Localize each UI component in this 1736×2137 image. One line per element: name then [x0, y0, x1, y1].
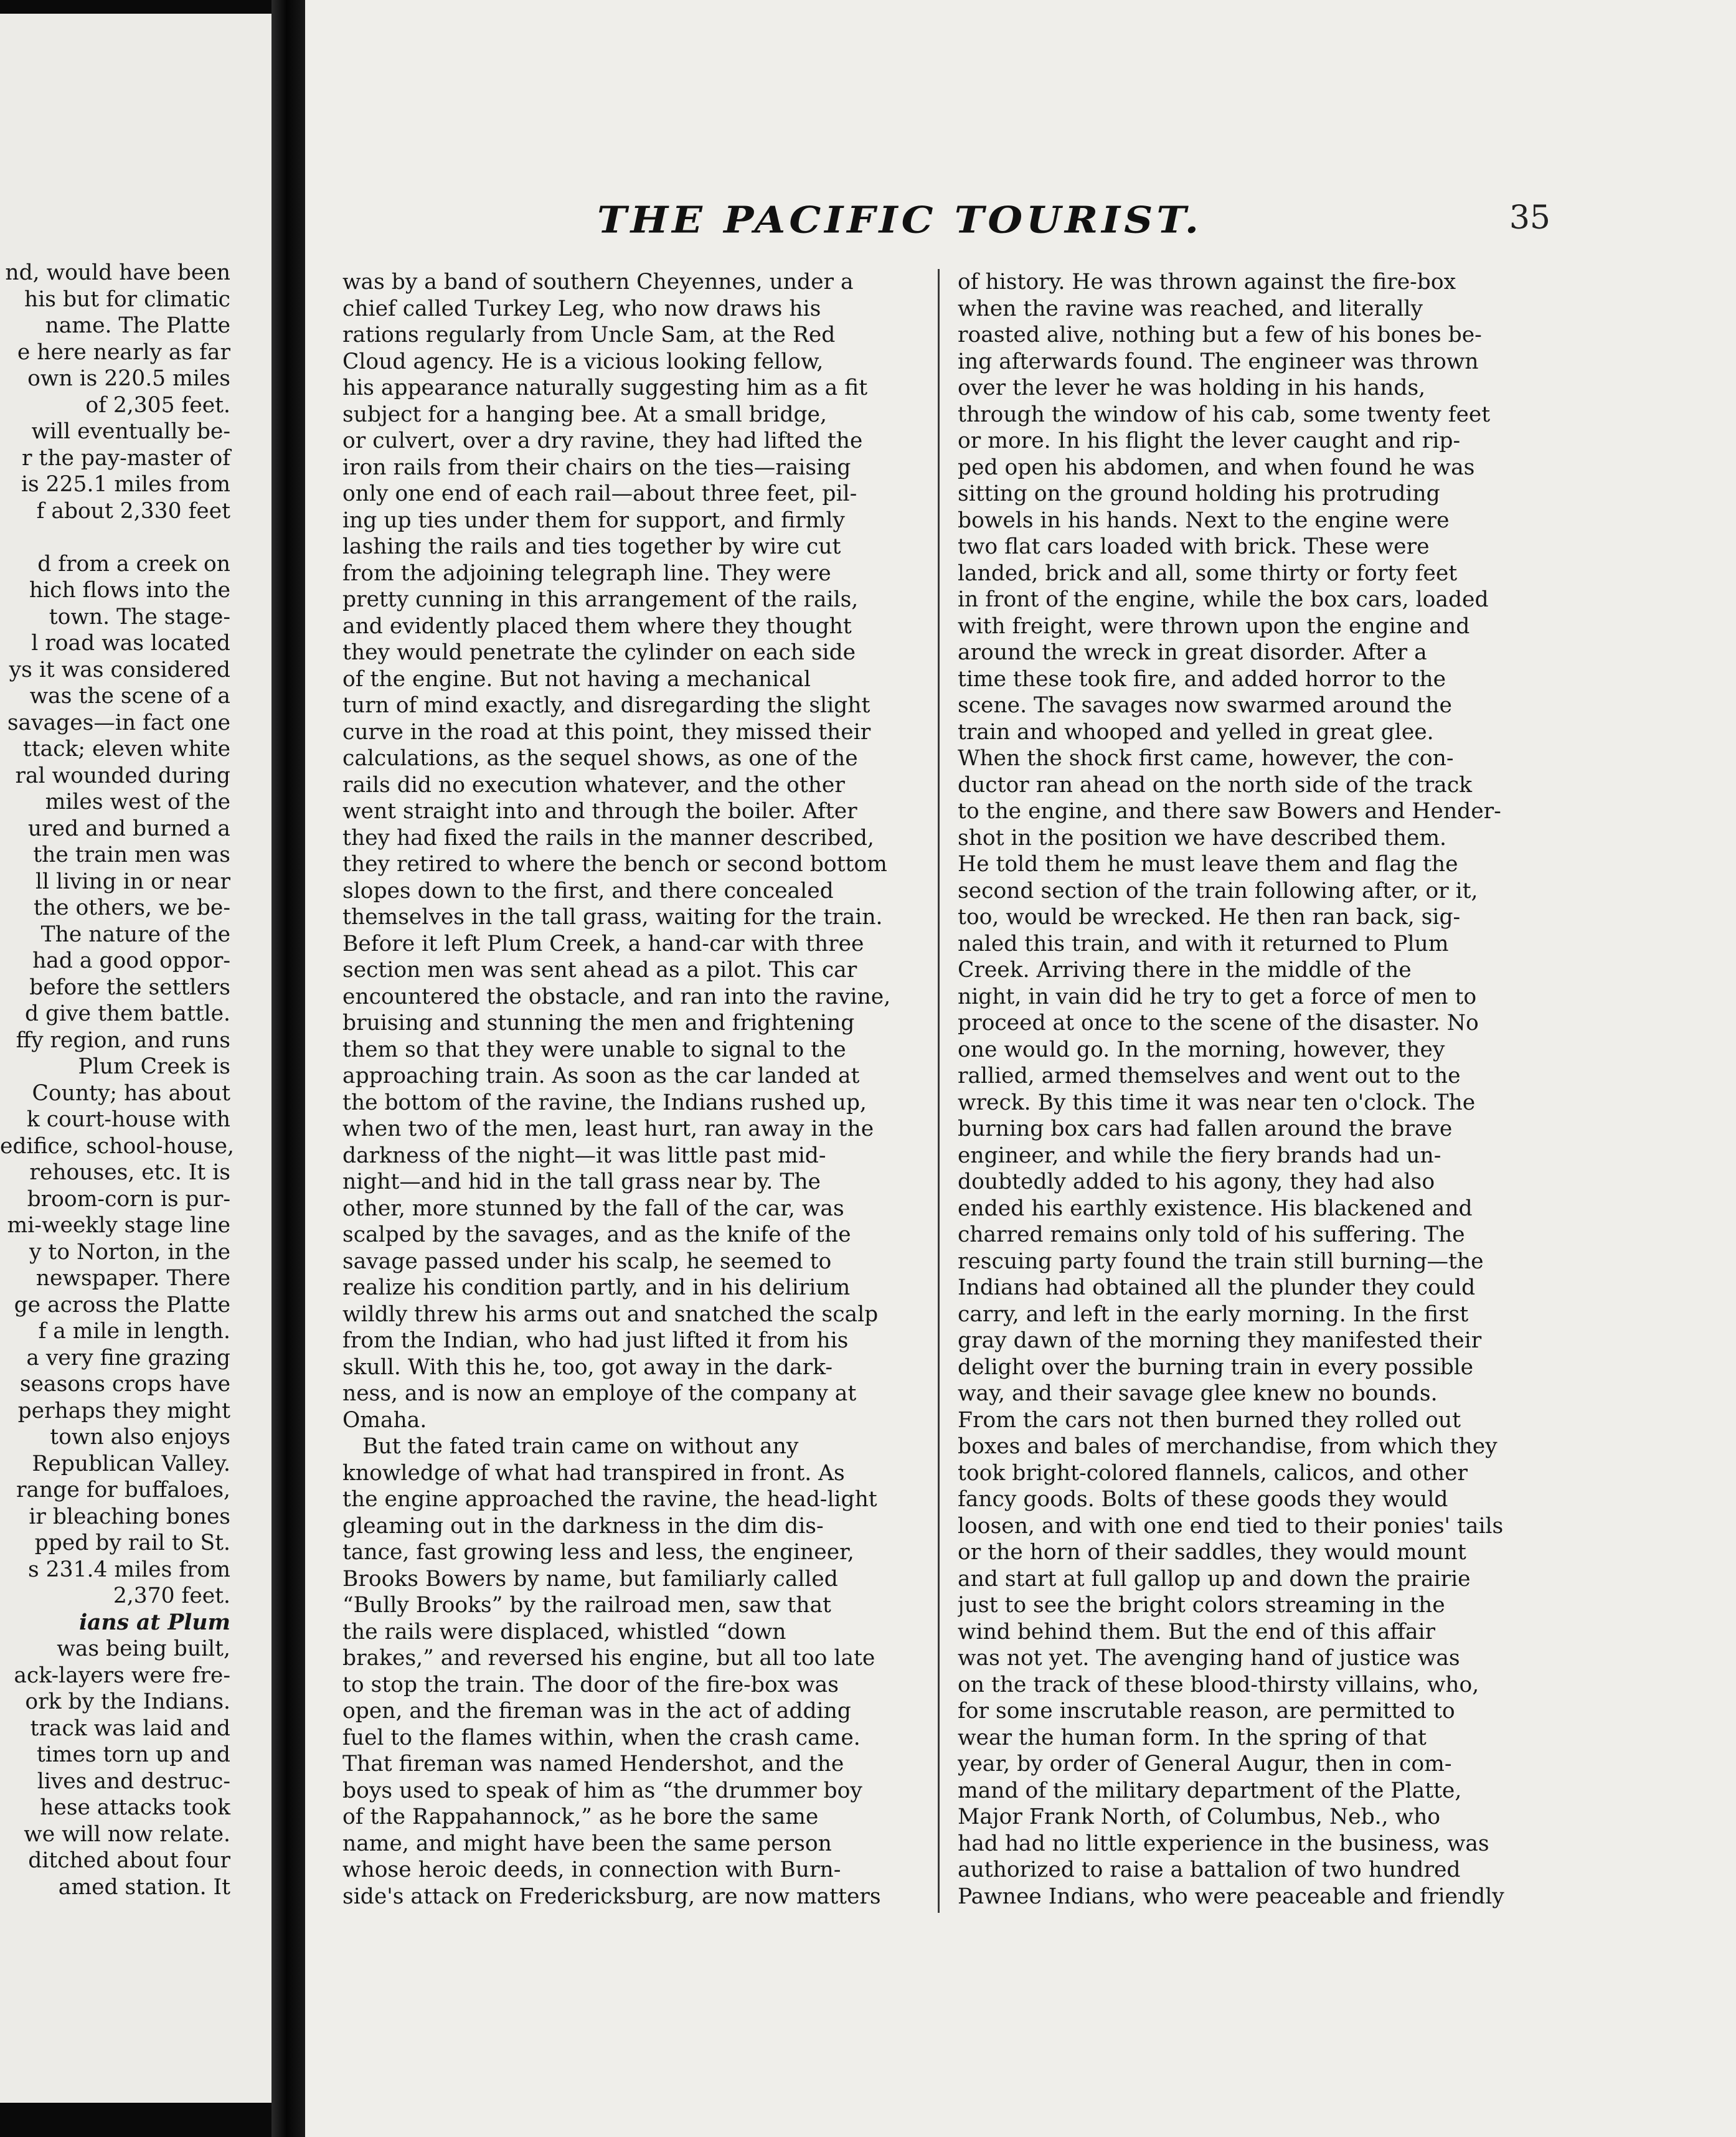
text-line: was not yet. The avenging hand of justice was [958, 1646, 1460, 1671]
text-line: delight over the burning train in every possible [958, 1354, 1474, 1380]
text-line: slopes down to the first, and there concealed [342, 878, 834, 903]
text-line: He told them he must leave them and flag the [958, 852, 1458, 877]
text-line: roasted alive, nothing but a few of his bones be- [958, 323, 1482, 347]
text-line: ork by the Indians. [25, 1689, 230, 1714]
text-line: own is 220.5 miles [27, 366, 230, 391]
text-line: on the track of these blood-thirsty villains, who, [958, 1672, 1479, 1697]
text-line: train and whooped and yelled in great glee. [958, 719, 1434, 745]
text-line: from the adjoining telegraph line. They were [342, 560, 831, 586]
text-line: the others, we be- [34, 895, 230, 920]
text-line: That fireman was named Hendershot, and the [342, 1752, 844, 1776]
text-line: savage passed under his scalp, he seemed to [342, 1248, 832, 1274]
text-line: hese attacks took [40, 1795, 230, 1820]
text-line: bruising and stunning the men and frightening [342, 1011, 855, 1035]
text-line: encountered the obstacle, and ran into the ravine, [342, 984, 891, 1009]
text-line: lives and destruc- [37, 1768, 230, 1794]
text-line: approaching train. As soon as the car landed at [342, 1064, 860, 1088]
text-line: ped open his abdomen, and when found he was [958, 455, 1475, 480]
text-line: calculations, as the sequel shows, as one of the [342, 746, 858, 771]
text-line: doubtedly added to his agony, they had also [958, 1169, 1435, 1194]
text-line: Major Frank North, of Columbus, Neb., who [958, 1804, 1441, 1829]
text-line: side's attack on Fredericksburg, are now matters [342, 1884, 881, 1909]
text-line: ll living in or near [35, 869, 230, 894]
text-line: way, and their savage glee knew no bounds. [958, 1381, 1438, 1406]
text-line: gray dawn of the morning they manifested their [958, 1328, 1482, 1353]
text-line: Creek. Arriving there in the middle of the [958, 958, 1412, 983]
text-line: town. The stage- [49, 604, 230, 630]
text-line: of the Rappahannock,” as he bore the same [342, 1804, 819, 1829]
text-line: savages—in fact one [7, 710, 230, 735]
text-line: boxes and bales of merchandise, from which they [958, 1434, 1498, 1459]
text-line: was being built, [57, 1636, 230, 1661]
right-page [305, 0, 1736, 2137]
text-line: ffy region, and runs [16, 1027, 230, 1053]
text-line: rescuing party found the train still burning—the [958, 1248, 1484, 1274]
text-line: when two of the men, least hurt, ran away in the [342, 1116, 874, 1141]
text-line: bowels in his hands. Next to the engine were [958, 507, 1450, 533]
text-line: nd, would have been [5, 260, 230, 285]
text-line: loosen, and with one end tied to their ponies' tails [958, 1513, 1504, 1539]
text-line: Pawnee Indians, who were peaceable and friendly [958, 1884, 1504, 1909]
text-line: rations regularly from Uncle Sam, at the Red [342, 323, 836, 347]
text-line: rails did no execution whatever, and the other [342, 772, 845, 798]
text-line: themselves in the tall grass, waiting for the train. [342, 905, 883, 930]
text-line: we will now relate. [24, 1821, 230, 1847]
text-line: for some inscrutable reason, are permitted to [958, 1699, 1455, 1724]
text-line: range for buffaloes, [16, 1478, 230, 1503]
text-line: d give them battle. [24, 1001, 230, 1026]
text-line: engineer, and while the fiery brands had un- [958, 1143, 1441, 1168]
text-line: took bright-colored flannels, calicos, and other [958, 1460, 1468, 1486]
text-line: sitting on the ground holding his protruding [958, 481, 1440, 506]
text-line: ness, and is now an employe of the company at [342, 1381, 857, 1406]
text-line: around the wreck in great disorder. After a [958, 640, 1427, 665]
text-line: Cloud agency. He is a vicious looking fellow, [342, 349, 824, 374]
text-line: edifice, school-house, [0, 1133, 234, 1159]
text-line: with freight, were thrown upon the engine and [958, 613, 1470, 639]
text-line: name. The Platte [45, 313, 230, 338]
text-line: one would go. In the morning, however, they [958, 1037, 1445, 1062]
text-column-right [958, 269, 1538, 1910]
text-line: perhaps they might [17, 1398, 230, 1423]
text-line: knowledge of what had transpired in front. As [342, 1460, 845, 1486]
text-line: from the Indian, who had just lifted it from his [342, 1328, 849, 1353]
text-line: or the horn of their saddles, they would mount [958, 1540, 1466, 1565]
text-line [0, 524, 271, 551]
text-line: had a good oppor- [32, 948, 230, 973]
running-head [342, 197, 1550, 247]
text-line: Brooks Bowers by name, but familiarly called [342, 1566, 838, 1592]
text-line: When the shock first came, however, the con- [958, 746, 1454, 771]
text-line: and evidently placed them where they thought [342, 613, 852, 639]
text-line: landed, brick and all, some thirty or forty feet [958, 560, 1458, 586]
text-line: l road was located [31, 631, 230, 656]
text-line: is 225.1 miles from [21, 472, 230, 497]
text-line: skull. With this he, too, got away in the dark- [342, 1354, 833, 1380]
text-line: Omaha. [342, 1407, 427, 1433]
text-line: whose heroic deeds, in connection with Burn- [342, 1857, 841, 1882]
text-line: y to Norton, in the [29, 1239, 230, 1265]
text-line: “Bully Brooks” by the railroad men, saw that [342, 1593, 831, 1618]
text-line: charred remains only told of his suffering. The [958, 1222, 1465, 1247]
text-column-left [342, 269, 923, 1910]
text-line: name, and might have been the same person [342, 1831, 832, 1856]
text-line: proceed at once to the scene of the disaster. No [958, 1011, 1479, 1035]
text-line: was by a band of southern Cheyennes, under a [342, 270, 854, 295]
text-line: authorized to raise a battalion of two hundred [958, 1857, 1461, 1882]
text-line: town also enjoys [50, 1425, 230, 1450]
text-line: tance, fast growing less and less, the engineer, [342, 1540, 854, 1565]
text-line: rehouses, etc. It is [29, 1160, 230, 1185]
text-line: track was laid and [30, 1715, 230, 1741]
text-line: s 231.4 miles from [27, 1557, 230, 1582]
text-line: in front of the engine, while the box cars, loaded [958, 587, 1489, 612]
text-line: gleaming out in the darkness in the dim dis- [342, 1513, 824, 1539]
text-line: ack-layers were fre- [14, 1663, 230, 1688]
text-line: when the ravine was reached, and literally [958, 296, 1423, 321]
text-line: wear the human form. In the spring of that [958, 1725, 1427, 1750]
text-line: wreck. By this time it was near ten o'clock. The [958, 1090, 1476, 1115]
text-line: darkness of the night—it was little past mid- [342, 1143, 826, 1168]
text-line: pretty cunning in this arrangement of the rails, [342, 587, 859, 612]
text-line: pped by rail to St. [34, 1531, 230, 1555]
text-line: the train men was [33, 842, 230, 867]
text-line: subject for a hanging bee. At a small bridge, [342, 402, 827, 427]
text-line: brakes,” and reversed his engine, but all too late [342, 1646, 875, 1671]
text-line: two flat cars loaded with brick. These were [958, 534, 1430, 559]
text-line: night—and hid in the tall grass near by. The [342, 1169, 821, 1194]
text-line: was the scene of a [29, 684, 230, 709]
text-line: or more. In his flight the lever caught and rip- [958, 428, 1461, 453]
text-line: seasons crops have [19, 1372, 230, 1397]
text-line: Indians had obtained all the plunder they could [958, 1275, 1476, 1300]
text-line: second section of the train following after, or it, [958, 878, 1478, 903]
text-line: realize his condition partly, and in his delirium [342, 1275, 851, 1300]
text-line: times torn up and [36, 1742, 230, 1767]
text-line: they would penetrate the cylinder on each side [342, 640, 856, 665]
page-body [342, 0, 1588, 2137]
text-line: newspaper. There [35, 1266, 230, 1291]
text-line: of 2,305 feet. [85, 392, 230, 418]
text-line: ended his earthly existence. His blackened and [958, 1196, 1473, 1221]
text-line: lashing the rails and ties together by wire cut [342, 534, 841, 559]
text-line: they had fixed the rails in the manner described, [342, 825, 874, 851]
left-page-text-column [0, 260, 271, 1900]
text-line: will eventually be- [31, 419, 230, 444]
text-line: d from a creek on [37, 551, 230, 577]
text-line: they retired to where the bench or second bottom [342, 852, 887, 877]
text-line: his but for climatic [24, 286, 230, 312]
text-line: time these took fire, and added horror to the [958, 666, 1446, 692]
text-line: hich flows into the [29, 578, 230, 603]
text-line: boys used to speak of him as “the drummer boy [342, 1778, 862, 1803]
text-line: ductor ran ahead on the north side of the track [958, 772, 1473, 798]
text-line: k court-house with [26, 1107, 230, 1132]
text-line: only one end of each rail—about three feet, pil- [342, 481, 857, 506]
text-line: ing afterwards found. The engineer was thrown [958, 349, 1479, 374]
text-line: 2,370 feet. [113, 1583, 230, 1608]
text-line: to stop the train. The door of the fire-box was [342, 1672, 839, 1697]
column-rule [938, 269, 940, 1913]
text-line: open, and the fireman was in the act of adding [342, 1699, 851, 1724]
text-line: other, more stunned by the fall of the car, was [342, 1196, 844, 1221]
text-line: the bottom of the ravine, the Indians rushed up, [342, 1090, 867, 1115]
text-line: turn of mind exactly, and disregarding the slight [342, 693, 870, 718]
left-page-fragment [0, 14, 271, 2103]
text-line: a very fine grazing [26, 1345, 230, 1370]
text-line: ttack; eleven white [22, 737, 230, 762]
page-number: 35 [1509, 199, 1550, 237]
text-line: ditched about four [28, 1848, 230, 1873]
text-line: ral wounded during [15, 763, 230, 788]
text-line: through the window of his cab, some twenty feet [958, 402, 1491, 427]
text-line: ians at Plum [79, 1610, 230, 1635]
text-line: or culvert, over a dry ravine, they had lifted the [342, 428, 863, 453]
text-line: f a mile in length. [38, 1319, 230, 1344]
text-line: The nature of the [40, 922, 230, 947]
text-line: ir bleaching bones [29, 1504, 230, 1529]
text-line: ing up ties under them for support, and firmly [342, 507, 845, 533]
text-line: night, in vain did he try to get a force of men to [958, 984, 1477, 1009]
text-line: of history. He was thrown against the fire-box [958, 270, 1456, 295]
text-line: had had no little experience in the business, was [958, 1831, 1489, 1856]
text-line: curve in the road at this point, they missed their [342, 719, 871, 745]
text-line: and start at full gallop up and down the prairie [958, 1566, 1471, 1592]
text-line: ys it was considered [9, 657, 230, 682]
text-line: e here nearly as far [17, 339, 230, 365]
text-line: Republican Valley. [32, 1451, 230, 1476]
text-line: ge across the Platte [14, 1292, 230, 1318]
text-line: mand of the military department of the Platte, [958, 1778, 1462, 1803]
text-line: Before it left Plum Creek, a hand-car with three [342, 931, 864, 956]
text-line: scene. The savages now swarmed around the [958, 693, 1452, 718]
text-line: the engine approached the ravine, the head-light [342, 1487, 877, 1512]
text-line: amed station. It [58, 1874, 230, 1900]
text-line: scalped by the savages, and as the knife of the [342, 1222, 851, 1247]
text-line: just to see the bright colors streaming in the [958, 1593, 1445, 1618]
text-line: But the fated train came on without any [362, 1434, 799, 1459]
text-line: before the settlers [29, 974, 230, 1000]
text-line: iron rails from their chairs on the ties—raising [342, 455, 851, 480]
text-line: naled this train, and with it returned to Plum [958, 931, 1449, 956]
text-line: section men was sent ahead as a pilot. This car [342, 958, 857, 983]
text-line: fuel to the flames within, when the crash came. [342, 1725, 861, 1750]
text-line: them so that they were unable to signal to the [342, 1037, 846, 1062]
book-gutter [271, 0, 305, 2137]
text-line: wildly threw his arms out and snatched the scalp [342, 1301, 879, 1327]
text-line: too, would be wrecked. He then ran back, sig- [958, 905, 1461, 930]
text-line: miles west of the [45, 790, 230, 814]
text-line: From the cars not then burned they rolled out [958, 1407, 1461, 1433]
text-line: his appearance naturally suggesting him as a fit [342, 375, 868, 400]
text-line: County; has about [32, 1080, 230, 1106]
text-line: burning box cars had fallen around the brave [958, 1116, 1453, 1141]
text-line: wind behind them. But the end of this affair [958, 1619, 1436, 1644]
text-line: went straight into and through the boiler. After [342, 799, 857, 824]
text-line: over the lever he was holding in his hands, [958, 375, 1426, 400]
text-line: the rails were displaced, whistled “down [342, 1619, 786, 1644]
text-line: of the engine. But not having a mechanical [342, 666, 811, 692]
text-line: ured and burned a [27, 816, 230, 841]
text-line: fancy goods. Bolts of these goods they would [958, 1487, 1448, 1512]
text-line: r the pay-master of [22, 445, 230, 471]
text-line: rallied, armed themselves and went out to the [958, 1064, 1461, 1088]
text-line: shot in the position we have described them. [958, 825, 1447, 851]
text-line: broom-corn is pur- [27, 1186, 230, 1212]
text-line: carry, and left in the early morning. In the first [958, 1301, 1469, 1327]
text-line: f about 2,330 feet [36, 498, 230, 524]
text-line: Plum Creek is [78, 1054, 230, 1079]
text-line: year, by order of General Augur, then in com- [958, 1752, 1452, 1776]
text-line: chief called Turkey Leg, who now draws his [342, 296, 821, 321]
text-line: mi-weekly stage line [7, 1213, 230, 1238]
running-title: THE PACIFIC TOURIST. [597, 199, 1202, 242]
text-line: to the engine, and there saw Bowers and Hender- [958, 799, 1501, 824]
